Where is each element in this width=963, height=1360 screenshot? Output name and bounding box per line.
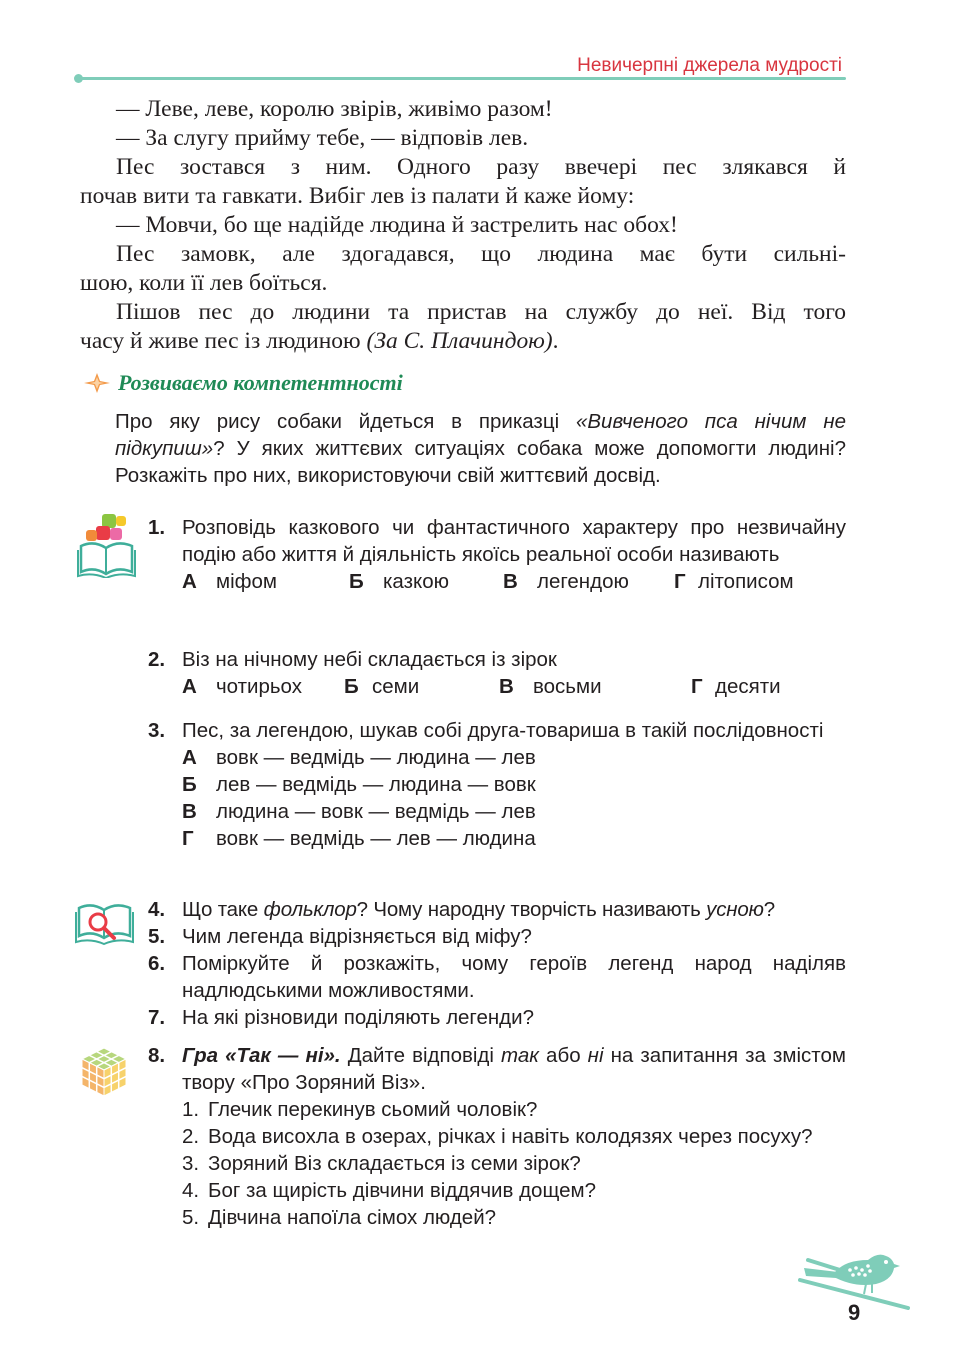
question-number: 4. [148,898,166,921]
story-line: Пес зостався з ним. Одного разу ввечері пес злякався й [116,154,846,180]
list-item [182,1150,846,1177]
word-no: ні [587,1044,604,1067]
option-letter: В [182,800,197,823]
page-number: 9 [848,1300,861,1325]
item-number: 2. [182,1125,200,1148]
item-text: Вода висохла в озерах, річках і навіть колодязях через посуху? [208,1125,813,1148]
question-3 [148,717,846,852]
option-text: десяти [715,675,781,698]
text-run: Що таке [182,898,264,921]
answer-option [182,825,846,852]
list-item [182,1204,846,1231]
item-number: 1. [182,1098,200,1121]
option-letter: Б [182,773,197,796]
option-text: казкою [383,570,449,593]
question-text [182,1042,846,1096]
item-text: Бог за щирість дівчини віддячив дощем? [208,1179,596,1202]
item-text: Зоряний Віз складається із семи зірок? [208,1152,581,1175]
option-letter: В [503,570,518,593]
header-rule [80,77,846,80]
story-line: — Леве, леве, королю звірів, живімо разом! [116,96,553,122]
question-4 [148,896,846,923]
answer-option [182,798,846,825]
story-line: шою, коли її лев боїться. [80,270,328,296]
discussion-prompt [80,408,846,489]
option-text: людина — вовк — ведмідь — лев [216,800,536,823]
question-text: Віз на нічному небі складається із зірок [182,648,557,671]
question-number: 7. [148,1006,166,1029]
text-run: ? Чому народну творчість називають [356,898,707,921]
answer-option [349,568,503,595]
game-title: Гра «Так — ні». [182,1044,341,1067]
answer-option [182,771,846,798]
option-letter: Б [344,675,359,698]
option-letter: А [182,675,197,698]
item-text: Глечик перекинув сьомий чоловік? [208,1098,538,1121]
answer-option [674,568,794,595]
answer-option [182,744,846,771]
text-run: або [538,1044,588,1067]
option-letter: В [499,675,514,698]
book-colored-squares-icon [76,512,138,578]
question-number: 2. [148,648,166,671]
question-text: На які різновиди поділяють легенди? [182,1006,534,1029]
option-text: семи [372,675,420,698]
option-letter: Г [182,827,194,850]
diamond-star-icon [82,371,112,395]
answer-options [182,673,846,700]
option-text: чотирьох [216,675,302,698]
story-line: почав вити та гавкати. Вибіг лев із палати й каже йому: [80,183,635,209]
list-item [182,1096,846,1123]
option-text: літописом [698,570,794,593]
option-letter: Б [349,570,364,593]
story-line: Пес замовк, але здогадався, що людина має бути сильні- [116,241,846,267]
word-yes: так [501,1044,539,1067]
option-text: восьми [533,675,602,698]
question-6 [148,950,846,1004]
story-line-last [80,327,846,356]
question-text: Пес, за легендою, шукав собі друга-товариша в такій послідовності [182,719,824,742]
option-letter: А [182,746,197,769]
story-source: (За С. Плачиндою) [366,328,553,354]
list-item [182,1177,846,1204]
question-number: 1. [148,516,166,539]
answer-option [499,673,691,700]
question-1 [148,514,846,595]
cube-icon [80,1046,128,1098]
answer-option [691,673,781,700]
book-magnifier-icon [74,902,136,948]
text-run: ? [763,898,775,921]
section-heading [82,370,403,396]
prompt-text-2: ? У яких життєвих ситуаціях собака може допомогти людині? Розкажіть про них, використовуючи свій життєвий досвід. [115,437,846,487]
answer-option [503,568,674,595]
question-text [182,896,846,923]
question-7 [148,1004,846,1031]
story-end: . [552,328,559,354]
option-text: легендою [537,570,629,593]
question-text: Розповідь казкового чи фантастичного характеру про незвичайну подію або життя й діяльність якоїсь реальної особи називають [182,516,846,566]
proverb-quote: «Вивченого пса нічим не підкупиш» [115,410,846,460]
running-header: Невичерпні джерела мудрості [577,55,842,76]
item-text: Дівчина напоїла сімох людей? [208,1206,497,1229]
item-number: 5. [182,1206,200,1229]
term-oral: усною [706,898,764,921]
question-number: 8. [148,1044,166,1067]
question-number: 3. [148,719,166,742]
question-text: Поміркуйте й розкажіть, чому героїв легенд народ наділяв надлюдськими можливостями. [182,952,846,1002]
yes-no-list [182,1096,846,1231]
option-text: вовк — ведмідь — людина — лев [216,746,536,769]
story-line: — За слугу прийму тебе, — відповів лев. [116,125,529,151]
story-line: Пішов пес до людини та пристав на службу до неї. Від того [116,299,846,325]
item-number: 3. [182,1152,200,1175]
prompt-text: Про яку рису собаки йдеться в приказці [115,410,576,433]
question-text: Чим легенда відрізняється від міфу? [182,925,532,948]
answer-option [344,673,499,700]
term-folklore: фольклор [263,898,357,921]
section-title: Розвиваємо компетентності [118,370,403,395]
option-text: міфом [216,570,278,593]
answer-option [182,673,344,700]
text-run: Дайте відповіді [340,1044,502,1067]
list-item [182,1123,846,1150]
question-number: 5. [148,925,166,948]
answer-options [182,568,846,595]
story-line: — Мовчи, бо ще надійде людина й застрелить нас обох! [116,212,678,238]
question-number: 6. [148,952,166,975]
item-number: 4. [182,1179,200,1202]
question-5 [148,923,846,950]
answer-option [182,568,349,595]
option-text: лев — ведмідь — людина — вовк [216,773,536,796]
story-text [80,95,846,356]
text-run: на запитання за змістом твору «Про Зоряний Віз». [182,1044,846,1094]
option-letter: Г [674,570,686,593]
question-2 [148,646,846,700]
option-letter: Г [691,675,703,698]
option-letter: А [182,570,197,593]
story-line: часу й живе пес із людиною [80,328,361,354]
option-text: вовк — ведмідь — лев — людина [216,827,536,850]
question-8 [148,1042,846,1231]
